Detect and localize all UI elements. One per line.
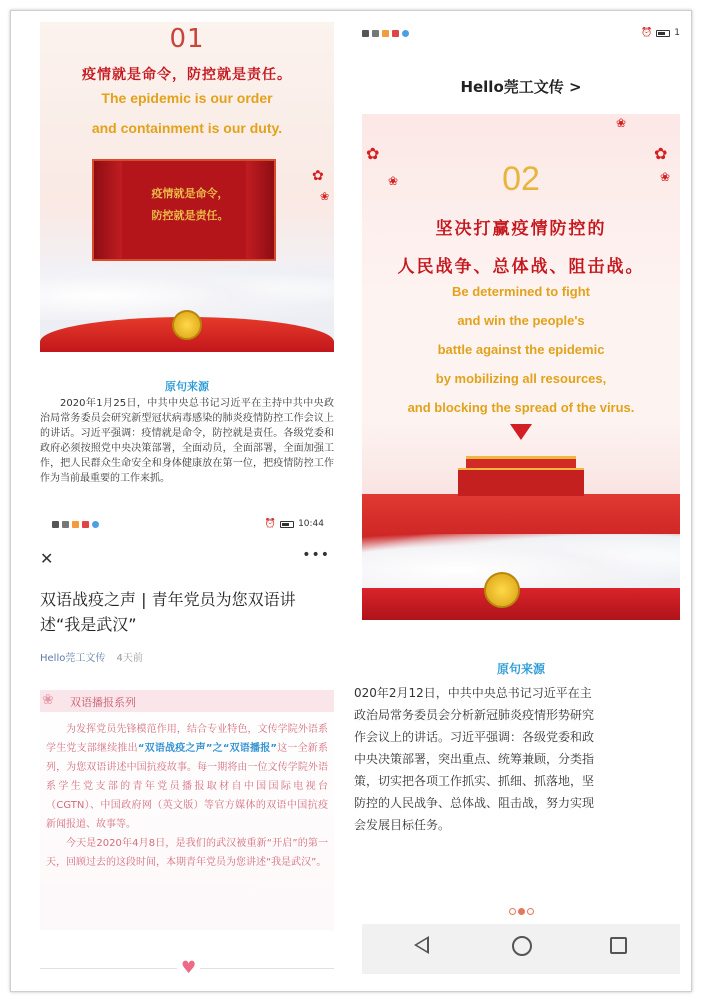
status-bar [362, 28, 680, 42]
plum-blossom-icon: ❀ [320, 190, 330, 203]
poster-number: 01 [169, 24, 205, 54]
series-text: 这一全新系列，为您双语讲述中国抗疫故事。每一期将由一位文传学院外语系学生党支部的青年党员播报取材自中国国际电视台（CGTN）、中国政府网（英文版）等官方媒体的双语中国抗疫新闻报道、故事等。 [46, 743, 329, 830]
source-paragraph: 2020年1月25日，中共中央总书记习近平在主持中共中央政治局常务委员会研究新型冠状病毒感染的肺炎疫情防控工作会议上的讲话。习近平强调：疫情就是命令，防控就是责任。各级党委和政府必须按照党中央决策部署，全面动员，全面部署，全面加强工作，把人民群众生命安全和身体健康放在第一位，把疫情防控工作作为当前最重要的工作来抓。 [40, 398, 334, 484]
left-screenshot [40, 22, 334, 982]
page-indicator [362, 900, 680, 919]
close-icon[interactable]: ✕ [40, 549, 54, 568]
status-time: 1 [674, 28, 680, 38]
poster-en-line-5: and blocking the spread of the virus. [407, 400, 635, 415]
plum-blossom-icon: ❀ [388, 174, 399, 188]
android-nav-bar [362, 924, 680, 974]
poster-cn-line-2: 人民战争、总体战、阻击战。 [397, 257, 645, 277]
series-text: 为发挥党员先锋模范作用，结合专业特色，文传学院外语系学生党支部继续推出 [46, 724, 328, 754]
heart-icon: ♥ [177, 958, 200, 978]
publish-time: 4天前 [116, 653, 143, 664]
red-ribbon [362, 588, 680, 620]
poster-en-line-2: and containment is our duty. [91, 120, 283, 136]
poster-en-line-4: by mobilizing all resources, [435, 371, 607, 386]
source-paragraph [354, 682, 684, 832]
signal-icon [52, 521, 59, 528]
right-screenshot [354, 28, 680, 978]
app-icon [82, 521, 89, 528]
series-header [40, 690, 334, 712]
plum-blossom-icon: ✿ [654, 144, 668, 163]
app-icon [72, 521, 79, 528]
recent-apps-icon[interactable] [610, 937, 627, 954]
wifi-icon [372, 30, 379, 37]
battery-icon [656, 30, 670, 37]
article-title: 双语战疫之声 | 青年党员为您双语讲述“我是武汉” [40, 590, 296, 634]
source-line: 策，切实把各项工作抓实、抓细、抓落地，坚 [354, 774, 595, 788]
page-dot[interactable] [509, 908, 516, 915]
article-meta [40, 649, 143, 664]
curtain-right [246, 161, 274, 259]
poster-en-line-1: The epidemic is our order [101, 90, 273, 106]
status-bar [40, 519, 334, 533]
source-title: 原句来源 [165, 380, 209, 393]
more-icon[interactable]: ••• [302, 547, 330, 563]
poster-en-line-3: battle against the epidemic [437, 342, 605, 357]
alarm-icon: ⏰ [264, 519, 277, 529]
series-highlight: “双语战疫之声”之“双语播报” [137, 743, 277, 754]
series-title: 双语播报系列 [70, 696, 136, 709]
app-icon [382, 30, 389, 37]
source-line: 防控的人民战争、总体战、阻击战，努力实现 [354, 796, 595, 810]
source-line: 020年2月12日，中共中央总书记习近平在主 [354, 686, 592, 700]
source-line: 政治局常务委员会分析新冠肺炎疫情形势研究 [354, 708, 595, 722]
flower-icon: ❀ [42, 692, 54, 708]
status-icons [362, 30, 409, 37]
plum-blossom-icon: ✿ [312, 168, 324, 184]
down-arrow-icon [510, 424, 532, 440]
card-slogan [130, 183, 250, 227]
source-title: 原句来源 [496, 662, 545, 676]
poster-en-line-2: and win the people's [457, 313, 585, 328]
back-icon[interactable] [414, 936, 429, 954]
poster-inner-card [92, 159, 276, 261]
status-time: 10:44 [298, 519, 324, 529]
gate-body [458, 468, 584, 496]
tiananmen-gate [458, 456, 584, 496]
series-section [40, 690, 334, 930]
signal-icon [362, 30, 369, 37]
status-right [641, 28, 680, 38]
plum-blossom-icon: ❀ [660, 170, 671, 184]
status-icons [52, 521, 99, 528]
poster-02 [362, 114, 680, 620]
cloud-decoration [362, 534, 680, 594]
page-dot-active[interactable] [518, 908, 525, 915]
poster-cn-slogan: 疫情就是命令，防控就是责任。 [82, 67, 292, 83]
card-line-2: 防控就是责任。 [151, 209, 229, 222]
battery-icon [280, 521, 294, 528]
series-paragraph-2: 今天是2020年4月8日，是我们的武汉被重新“开启”的第一天，回顾过去的这段时间，本期青年党员为您讲述“我是武汉”。 [46, 838, 328, 868]
poster-en-line-1: Be determined to fight [452, 284, 590, 299]
poster-cn-line-1: 坚决打赢疫情防控的 [435, 219, 607, 239]
source-line: 中央决策部署，突出重点、统筹兼顾，分类指 [354, 752, 595, 766]
account-title-link[interactable]: Hello莞工文传 > [460, 78, 582, 96]
gate-roof [466, 456, 576, 468]
app-icon [392, 30, 399, 37]
party-emblem-icon [484, 572, 520, 608]
app-icon [92, 521, 99, 528]
app-icon [402, 30, 409, 37]
source-line: 会发展目标任务。 [354, 818, 451, 832]
status-right [265, 519, 324, 529]
plum-blossom-icon: ❀ [616, 116, 627, 130]
article-top-bar [40, 549, 334, 571]
series-body [46, 720, 328, 872]
author-link[interactable]: Hello莞工文传 [40, 653, 106, 664]
curtain-left [94, 161, 122, 259]
card-line-1: 疫情就是命令， [151, 187, 229, 200]
source-line: 作会议上的讲话。习近平强调：各级党委和政 [354, 730, 595, 744]
wifi-icon [62, 521, 69, 528]
home-icon[interactable] [512, 936, 532, 956]
plum-blossom-icon: ✿ [366, 144, 380, 163]
series-paragraph-1 [46, 720, 328, 834]
party-emblem-icon [172, 310, 202, 340]
alarm-icon: ⏰ [641, 28, 653, 38]
page-dot[interactable] [527, 908, 534, 915]
poster-number: 02 [502, 160, 540, 198]
poster-01 [40, 22, 334, 352]
